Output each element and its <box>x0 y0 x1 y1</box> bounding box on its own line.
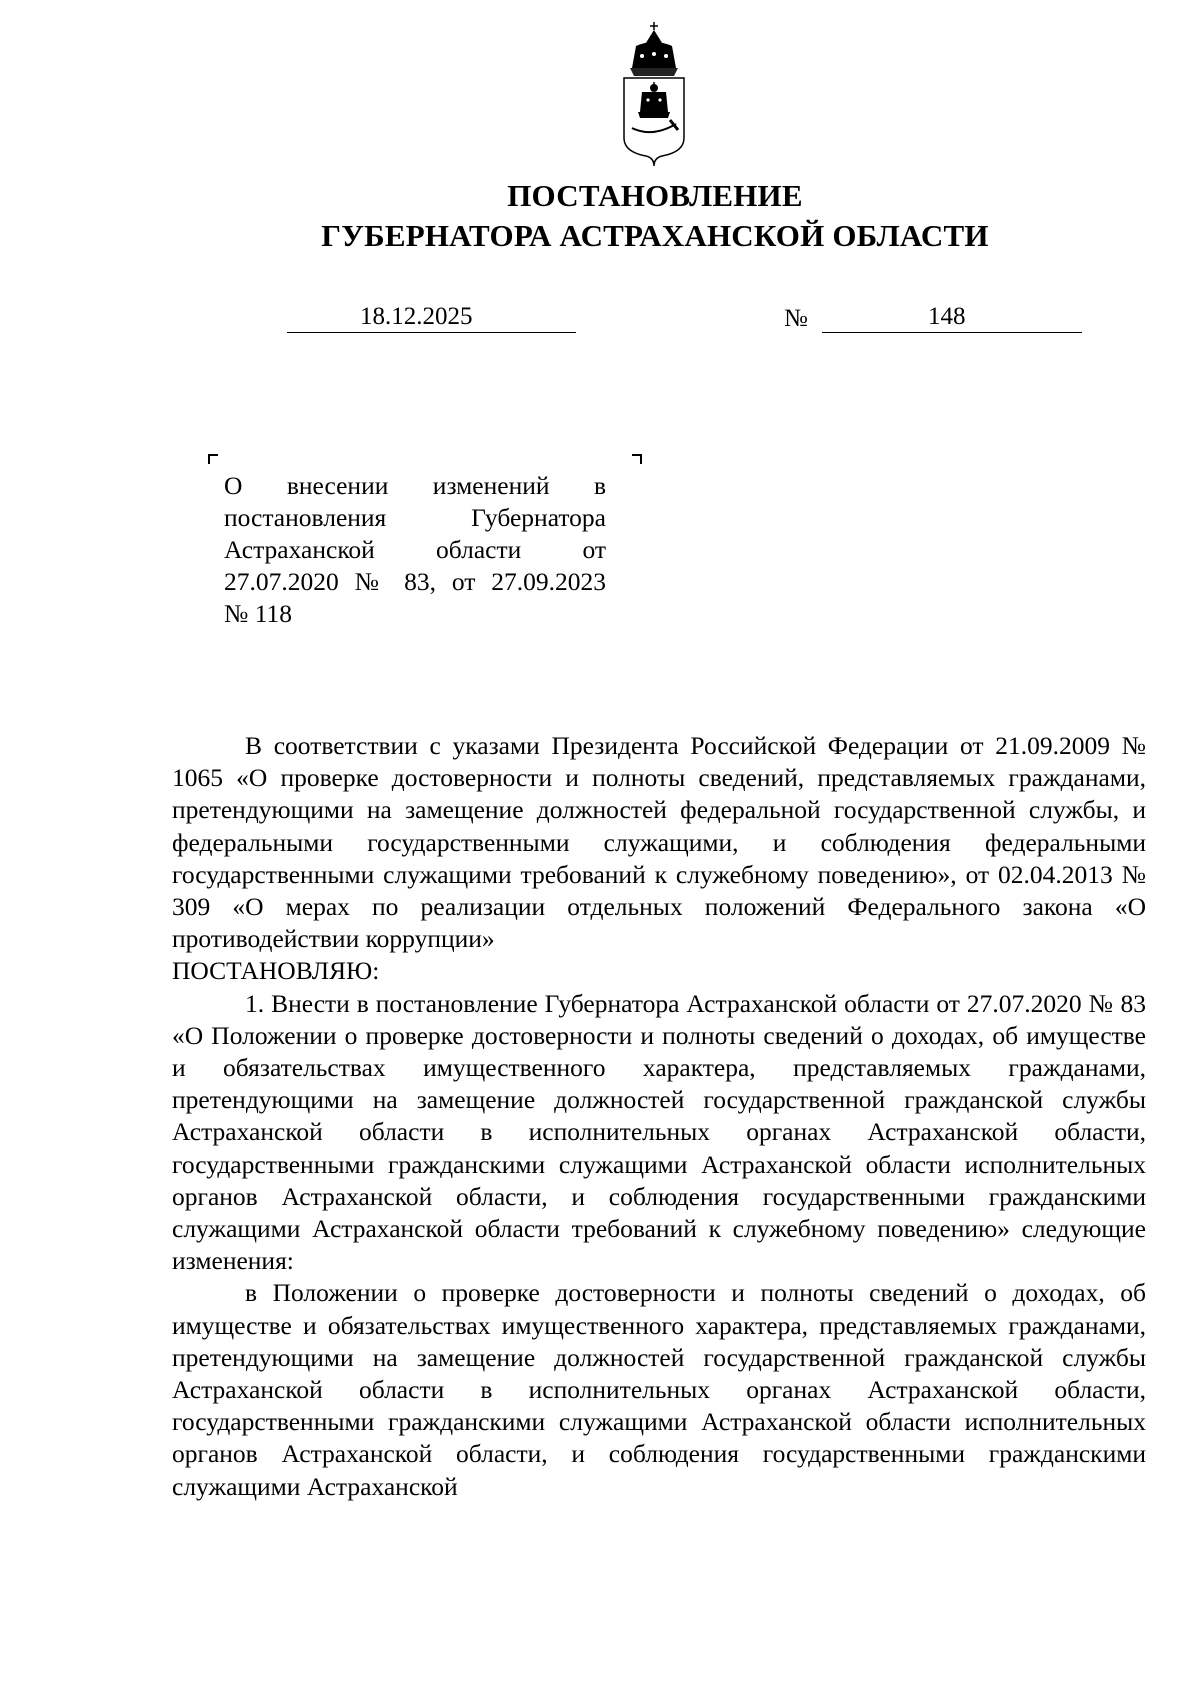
document-body <box>172 730 1146 1503</box>
astrakhan-coat-of-arms-icon <box>614 20 694 170</box>
subject-corner-right-icon <box>632 454 642 464</box>
preamble-paragraph: В соответствии с указами Президента Российской Федерации от 21.09.2009 № 1065 «О проверке достоверности и полноты сведений, представляемых гражданами, претендующими на замещение должностей федеральной государственной службы, и федеральными государственными служащими, и соблюдения федеральными государственными служащими требований к служебному поведению», от 02.04.2013 № 309 «О мерах по реализации отдельных положений Федерального закона «О противодействии коррупции» <box>172 731 1146 954</box>
item-1-paragraph: 1. Внести в постановление Губернатора Астраханской области от 27.07.2020 № 83 «О Положении о проверке достоверности и полноты сведений о доходах, об имуществе и обязательствах имущественного характера, представляемых гражданами, претендующими на замещение должностей государственной гражданской службы Астраханской области в исполнительных органах Астраханской области, государственными гражданскими служащими Астраханской области исполнительных органов Астраханской области, и соблюдения государственными гражданскими служащими Астраханской области требований к служебному поведению» следующие изменения: <box>172 988 1146 1276</box>
subject-line: О внесении изменений в <box>224 471 606 500</box>
subject-line: № 118 <box>224 599 293 628</box>
subject-line: 27.07.2020 № 83, от 27.09.2023 <box>224 567 606 596</box>
subject-corner-left-icon <box>208 454 218 464</box>
item-1-sub-paragraph: в Положении о проверке достоверности и полноты сведений о доходах, об имуществе и обязательствах имущественного характера, представляемых гражданами, претендующими на замещение должностей государственной гражданской службы Астраханской области в исполнительных органах Астраханской области, государственными гражданскими служащими Астраханской области исполнительных органов Астраханской области, и соблюдения государственными гражданскими служащими Астраханской <box>172 1278 1146 1501</box>
issuer-title: ГУБЕРНАТОРА АСТРАХАНСКОЙ ОБЛАСТИ <box>321 218 989 253</box>
document-date: 18.12.2025 <box>360 303 473 330</box>
subject-line: Астраханской области от <box>224 535 606 564</box>
document-number: 148 <box>928 303 966 330</box>
document-subject <box>224 470 606 630</box>
number-sign: № <box>784 305 808 332</box>
subject-line: постановления Губернатора <box>224 503 606 532</box>
number-underline <box>822 332 1082 333</box>
date-underline <box>287 332 576 333</box>
decree-word: ПОСТАНОВЛЯЮ: <box>172 956 380 986</box>
document-title: ПОСТАНОВЛЕНИЕ <box>507 178 803 213</box>
